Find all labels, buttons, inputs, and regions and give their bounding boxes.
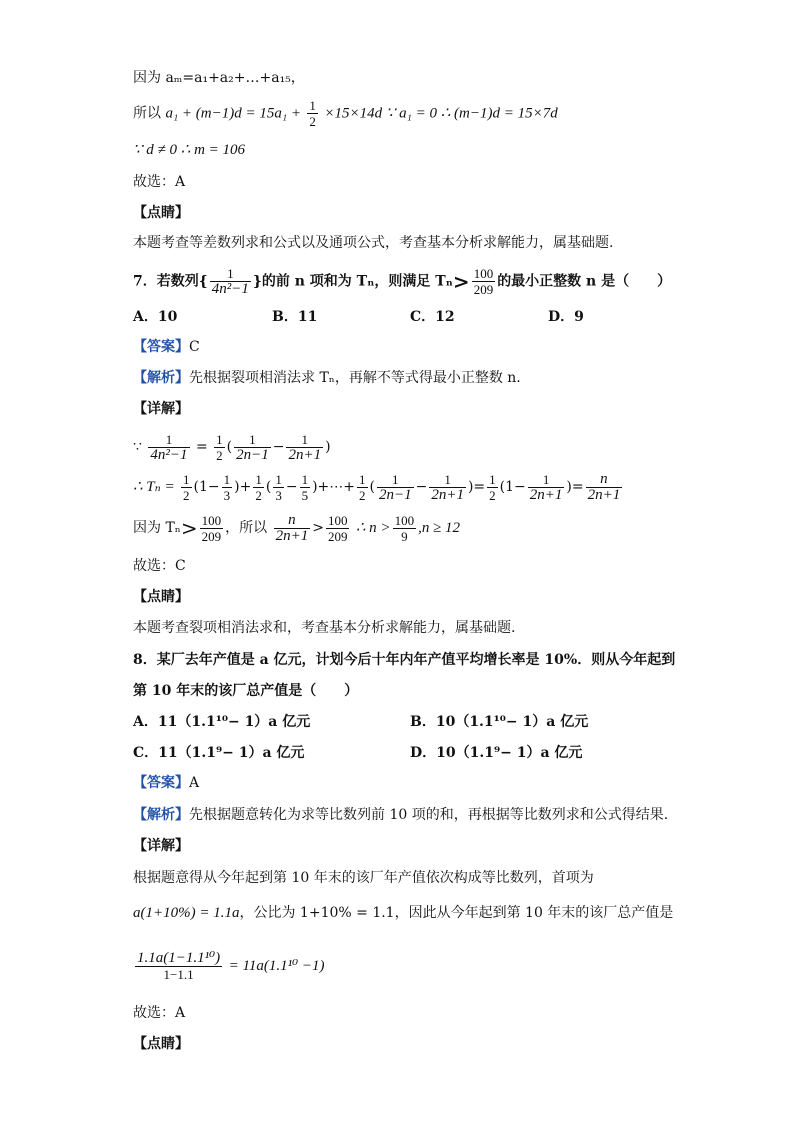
q8-stem-line2: 第 10 年末的该厂总产值是（ ） xyxy=(133,683,359,699)
q6-conclusion: 故选：A xyxy=(133,174,186,190)
q7-option-d: D．9 xyxy=(548,309,584,325)
q7-stem xyxy=(133,266,671,297)
q7-d2-third-2: $\frac{1}{3}$ xyxy=(275,471,282,503)
q7-d3-frac4: $\frac{100}{9}$ xyxy=(394,512,415,544)
q7-d2-seg2: )+ xyxy=(234,479,252,495)
q6-comment: 本题考查等差数列求和公式以及通项公式，考查基本分析求解能力，属基础题. xyxy=(133,235,614,251)
q8-d2-math: a(1+10%) = 1.1a xyxy=(133,905,240,921)
q7-d1-term-a: $\frac{1}{2n-1}$ xyxy=(236,431,269,463)
q7-option-b: B．11 xyxy=(272,309,318,325)
q7-d2-half-3: $\frac{1}{2}$ xyxy=(359,471,366,503)
q8-detail-line2 xyxy=(133,903,673,923)
q7-stem-fraction2: $\frac{100}{209}$ xyxy=(473,266,494,297)
q7-analysis-text: 先根据裂项相消法求 Tₙ，再解不等式得最小正整数 n. xyxy=(189,370,521,386)
q7-stem-gt: > xyxy=(452,269,470,294)
q7-answer xyxy=(133,337,200,357)
q7-option-c: C．12 xyxy=(410,309,455,325)
q6-line1: 因为 aₘ=a₁+a₂+…+a₁₅， xyxy=(133,70,305,86)
equals: = xyxy=(195,439,208,455)
q7-answer-label: 【答案】 xyxy=(133,339,189,355)
q7-d2-term-b: $\frac{1}{2n+1}$ xyxy=(431,471,464,503)
q8-option-c: C．11（1.1⁹− 1）a 亿元 xyxy=(133,745,305,761)
q7-detail-line3: 因为 Tₙ> $\frac{100}{209}$ ，所以 $\frac{n}{2n+1}$ > $\frac{100}{209}$ ∴ n > $\frac{100}{9}$ ,n ≥ 12 xyxy=(133,511,461,544)
q6-line2-tail: ×15×14d ∵ a₁ = 0 ∴ (m−1)d = 15×7d xyxy=(324,105,558,122)
q8-option-a: A．11（1.1¹⁰− 1）a 亿元 xyxy=(133,714,311,730)
because-symbol: ∵ xyxy=(133,439,142,455)
q8-analysis-text: 先根据题意转化为求等比数列前 10 项的和，再根据等比数列求和公式得结果. xyxy=(189,807,669,823)
q7-d2-result: $\frac{n}{2n+1}$ xyxy=(587,470,621,503)
q7-detail-line1: ∵ $\frac{1}{\text{4n²−1}}$ = $\frac{1}{2}$ ( $\frac{1}{2n-1}$ − $\frac{1}{2n+1}$ ) xyxy=(133,431,331,463)
q6-line2-prefix: 所以 xyxy=(133,105,161,122)
q7-d2-seg8: )= xyxy=(467,479,486,495)
q7-option-a: A．10 xyxy=(133,309,178,325)
q7-d2-third: $\frac{1}{3}$ xyxy=(223,471,231,503)
q7-d2-seg6: ( xyxy=(369,479,375,495)
q7-d1-term-b: $\frac{1}{2n+1}$ xyxy=(288,431,322,463)
q7-d2-term-a: $\frac{1}{2n-1}$ xyxy=(378,471,412,503)
q8-answer-label: 【答案】 xyxy=(133,775,189,791)
q7-stem-fraction: $\frac{1}{\text{4n²−1}}$ xyxy=(211,266,249,297)
q7-d3-gt: > xyxy=(180,516,198,540)
q7-d2-seg3: ( xyxy=(265,479,272,495)
q6-comment-label: 【点睛】 xyxy=(133,205,189,221)
q8-detail-label: 【详解】 xyxy=(133,838,189,854)
q7-d3-frac1: $\frac{100}{209}$ xyxy=(201,512,222,544)
q7-d2-half-4: $\frac{1}{2}$ xyxy=(489,471,496,503)
q7-d2-fifth: $\frac{1}{5}$ xyxy=(301,471,309,503)
q7-d3-a: 因为 Tₙ xyxy=(133,520,181,536)
q7-d2-seg5: )+⋯+ xyxy=(312,479,355,495)
q7-analysis-label: 【解析】 xyxy=(133,370,189,386)
q7-d2-seg9: (1− xyxy=(499,479,526,495)
q7-conclusion: 故选：C xyxy=(133,558,186,574)
q7-d2-seg4: − xyxy=(285,479,298,495)
q7-d2-half-1: $\frac{1}{2}$ xyxy=(183,471,190,503)
q7-stem-a: 7．若数列{ xyxy=(133,273,208,290)
q7-d3-b: ，所以 xyxy=(225,520,268,536)
q7-d1-fraction: $\frac{1}{\text{4n²−1}}$ xyxy=(150,431,188,463)
q8-option-b: B．10（1.1¹⁰− 1）a 亿元 xyxy=(410,714,589,730)
q8-sum-fraction: $\frac{\text{1.1a(1−1.1¹⁰)}}{1-1.1}$ xyxy=(137,949,221,982)
q7-d3-c: ∴ n > xyxy=(355,520,391,536)
q8-answer-value: A xyxy=(189,775,200,791)
q7-d3-frac3: $\frac{100}{209}$ xyxy=(327,512,348,544)
q8-analysis xyxy=(133,805,668,825)
q8-d3-tail: = 11a(1.1¹⁰ −1) xyxy=(228,958,325,974)
q7-d3-frac2: $\frac{n}{2n+1}$ xyxy=(275,511,309,544)
q8-answer xyxy=(133,773,199,793)
q7-d2-term-b2: $\frac{1}{2n+1}$ xyxy=(529,471,563,503)
q8-detail-line1: 根据题意得从今年起到第 10 年末的该厂年产值依次构成等比数列，首项为 xyxy=(133,870,594,886)
q7-d2-seg7: − xyxy=(415,479,428,495)
q8-stem-line1: 8．某厂去年产值是 a 亿元，计划今后十年内年产值平均增长率是 10%．则从今年起到 xyxy=(133,652,676,668)
q8-comment-label: 【点睛】 xyxy=(133,1036,189,1052)
q7-d2-half-2: $\frac{1}{2}$ xyxy=(255,471,262,503)
q8-analysis-label: 【解析】 xyxy=(133,807,189,823)
q7-stem-b: }的前 n 项和为 Tₙ，则满足 Tₙ xyxy=(252,273,453,290)
q7-detail-line2 xyxy=(133,468,624,506)
q7-detail-label: 【详解】 xyxy=(133,401,189,417)
q6-line2 xyxy=(133,98,558,129)
q7-d3-d: ,n ≥ 12 xyxy=(418,520,461,536)
q7-analysis xyxy=(133,368,521,388)
q6-line2-math: a₁ + (m−1)d = 15a₁ + xyxy=(165,105,301,122)
q8-detail-line3 xyxy=(133,947,324,985)
q8-conclusion: 故选：A xyxy=(133,1005,186,1021)
q7-answer-value: C xyxy=(189,339,200,355)
q8-d2-text: ，公比为 1+10% = 1.1，因此从今年起到第 10 年末的该厂总产值是 xyxy=(239,905,674,921)
q7-d2-seg1: (1− xyxy=(193,479,220,495)
q7-comment: 本题考查裂项相消法求和，考查基本分析求解能力，属基础题. xyxy=(133,620,516,636)
q7-comment-label: 【点睛】 xyxy=(133,589,189,605)
q8-option-d: D．10（1.1⁹− 1）a 亿元 xyxy=(410,745,583,761)
q7-d2-prefix: ∴ Tₙ = xyxy=(133,479,175,495)
q7-d2-seg10: )= xyxy=(566,479,584,495)
q7-stem-c: 的最小正整数 n 是（ ） xyxy=(497,273,672,290)
q6-half-fraction: $\frac{1}{2}$ xyxy=(309,98,316,129)
q6-line3: ∵ d ≠ 0 ∴ m = 106 xyxy=(133,142,246,158)
q7-d1-half: $\frac{1}{2}$ xyxy=(216,431,223,463)
